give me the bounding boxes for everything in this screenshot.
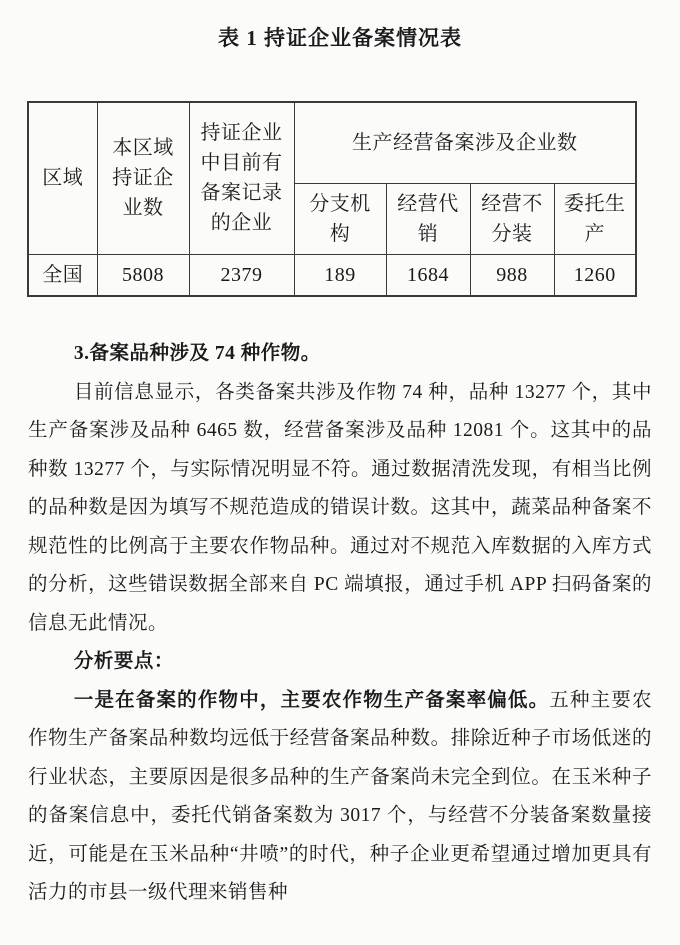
paragraph-analysis-point-1 (28, 682, 652, 913)
analysis-point-1-body: 五种主要农作物生产备案品种数均远低于经营备案品种数。排除近种子市场低迷的行业状态，主要原因是很多品种的生产备案尚未完全到位。在玉米种子的备案信息中，委托代销备案数为 3017 个，与经营不分装备案数量接近，可能是在玉米品种“井喷”的时代，种子企业更希望通过增加更具有活力的市县一级代理来销售种 (28, 689, 652, 903)
cell-branch: 189 (294, 254, 386, 296)
header-cell-entrusted-production: 委托生产 (554, 183, 636, 254)
analysis-point-1-lead: 一是在备案的作物中，主要农作物生产备案率偏低。 (73, 689, 550, 711)
header-cell-licensed-count: 本区域持证企业数 (97, 102, 189, 254)
cell-commission-sales: 1684 (386, 254, 470, 296)
cell-filed-count: 2379 (189, 254, 294, 296)
body-text-block (28, 335, 652, 913)
header-cell-region: 区域 (28, 102, 97, 254)
cell-no-repackaging: 988 (470, 254, 554, 296)
header-cell-no-repackaging: 经营不分装 (470, 183, 554, 254)
cell-entrusted-production: 1260 (554, 254, 636, 296)
table-header-row-1 (28, 102, 636, 183)
filing-stats-table (27, 101, 637, 297)
header-cell-span-group: 生产经营备案涉及企业数 (294, 102, 636, 183)
header-cell-branch: 分支机构 (294, 183, 386, 254)
paragraph-filing-varieties: 目前信息显示，各类备案共涉及作物 74 种，品种 13277 个，其中生产备案涉及品种 6465 数，经营备案涉及品种 12081 个。这其中的品种数 13277 个，与实际情况明显不符。通过数据清洗发现，有相当比例的品种数是因为填写不规范造成的错误计数。这其中，蔬菜品种备案不规范性的比例高于主要农作物品种。通过对不规范入库数据的入库方式的分析，这些错误数据全部来自 PC 端填报，通过手机 APP 扫码备案的信息无此情况。 (28, 381, 652, 634)
cell-licensed-count: 5808 (97, 254, 189, 296)
header-cell-commission-sales: 经营代销 (386, 183, 470, 254)
table-row-national (28, 254, 636, 296)
analysis-points-heading: 分析要点： (73, 651, 174, 672)
table-title: 表 1 持证企业备案情况表 (218, 26, 462, 50)
header-cell-filed-count: 持证企业中目前有备案记录的企业 (189, 102, 294, 254)
cell-region: 全国 (28, 254, 97, 296)
section-heading-3: 3.备案品种涉及 74 种作物。 (73, 343, 321, 364)
